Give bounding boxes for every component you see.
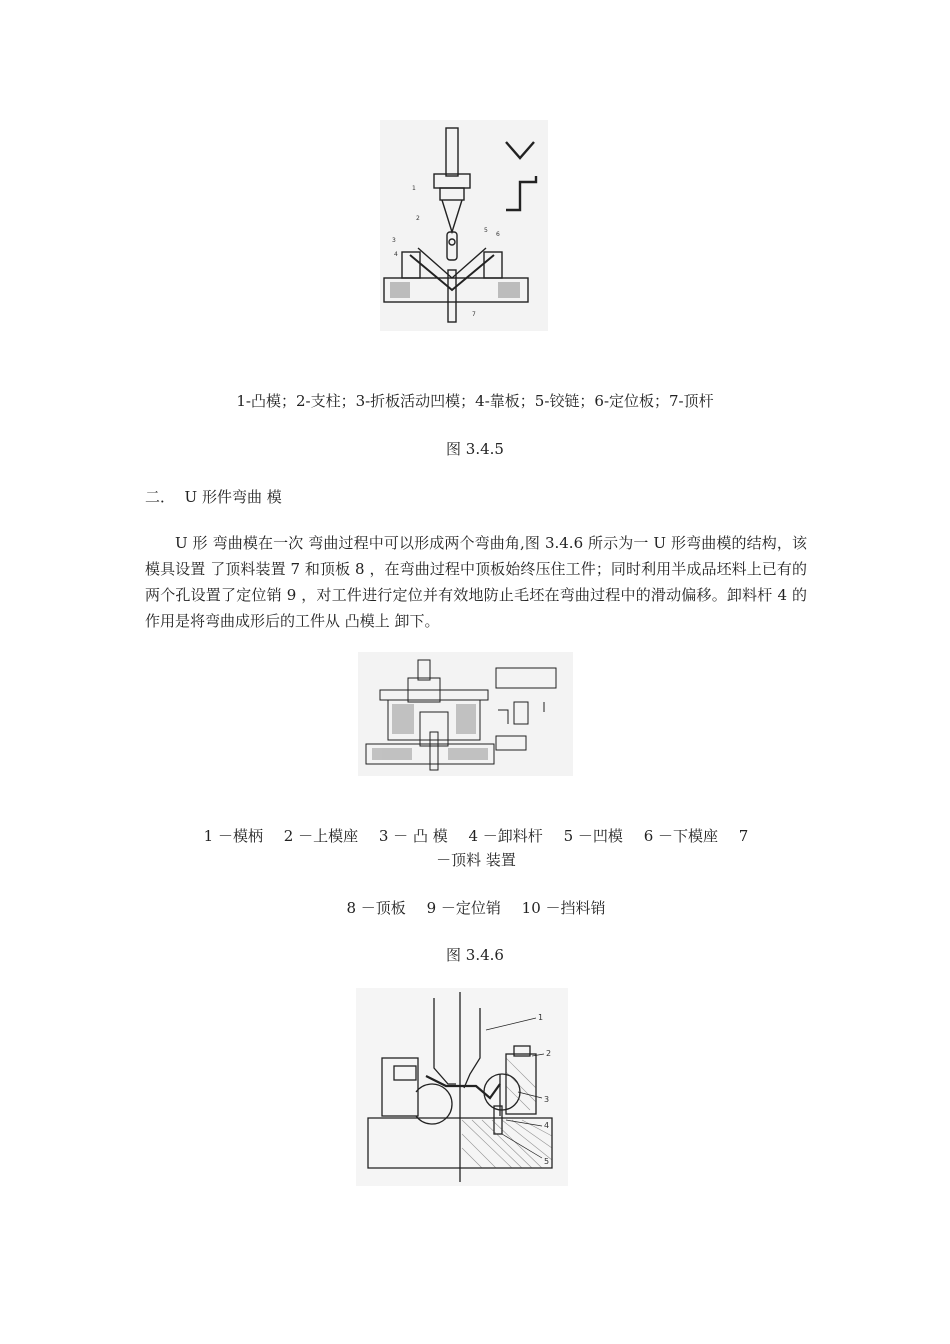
legend-item: 1 －模柄 xyxy=(203,827,263,845)
figure-3-label: 4 xyxy=(544,1121,550,1130)
legend-item: 5 －凹模 xyxy=(563,827,623,845)
svg-text:7: 7 xyxy=(472,311,476,318)
legend-item: 10 －挡料销 xyxy=(521,899,606,917)
legend-item: －顶料 装置 xyxy=(436,851,516,869)
svg-text:6: 6 xyxy=(496,231,500,238)
figure-3-label: 3 xyxy=(544,1095,550,1104)
legend-item: 8 －顶板 xyxy=(346,899,406,917)
figure-3-4-5-caption: 1-凸模；2-支柱；3-折板活动凹模；4-靠板；5-铰链；6-定位板；7-顶杆 xyxy=(236,392,714,410)
figure-3-4-6-legend-line-2 xyxy=(145,896,807,920)
figure-3-4-6-legend-line-1 xyxy=(145,824,807,872)
figure-3-label: 1 xyxy=(538,1013,544,1022)
figure-3-label: 5 xyxy=(544,1157,550,1166)
legend-item: 2 －上模座 xyxy=(283,827,359,845)
legend-item: 3 － 凸 模 xyxy=(378,827,448,845)
figure-3-4-7-image xyxy=(356,988,568,1186)
figure-3-4-5-title: 图 3.4.5 xyxy=(446,440,504,458)
legend-item: 6 －下模座 xyxy=(643,827,718,845)
figure-3-4-5-image xyxy=(380,120,548,331)
body-paragraph: U 形 弯曲模在一次 弯曲过程中可以形成两个弯曲角,图 3.4.6 所示为一 U 形弯曲模的结构，该模具设置 了顶料装置 7 和顶板 8 ，在弯曲过程中顶板始终压住工件；同时利用半成品坯料上已有的两个孔设置了定位销 9 ，对工件进行定位并有效地防止毛坯在弯曲过程中的滑动偏移。卸料杆 4 的作用是将弯曲成形后的工件从 凸模上 卸下。 xyxy=(145,534,807,630)
figure-3-4-6-image xyxy=(358,652,573,776)
legend-item: 7 xyxy=(738,827,749,845)
svg-text:3: 3 xyxy=(392,237,396,244)
svg-text:2: 2 xyxy=(416,215,420,222)
legend-item: 4 －卸料杆 xyxy=(468,827,543,845)
figure-3-4-6-title: 图 3.4.6 xyxy=(446,946,504,964)
svg-text:1: 1 xyxy=(412,185,416,192)
figure-3-label: 2 xyxy=(546,1049,552,1058)
svg-text:4: 4 xyxy=(394,251,398,258)
section-heading: 二． U 形件弯曲 模 xyxy=(145,488,282,506)
legend-item: 9 －定位销 xyxy=(426,899,501,917)
svg-text:5: 5 xyxy=(484,227,488,234)
